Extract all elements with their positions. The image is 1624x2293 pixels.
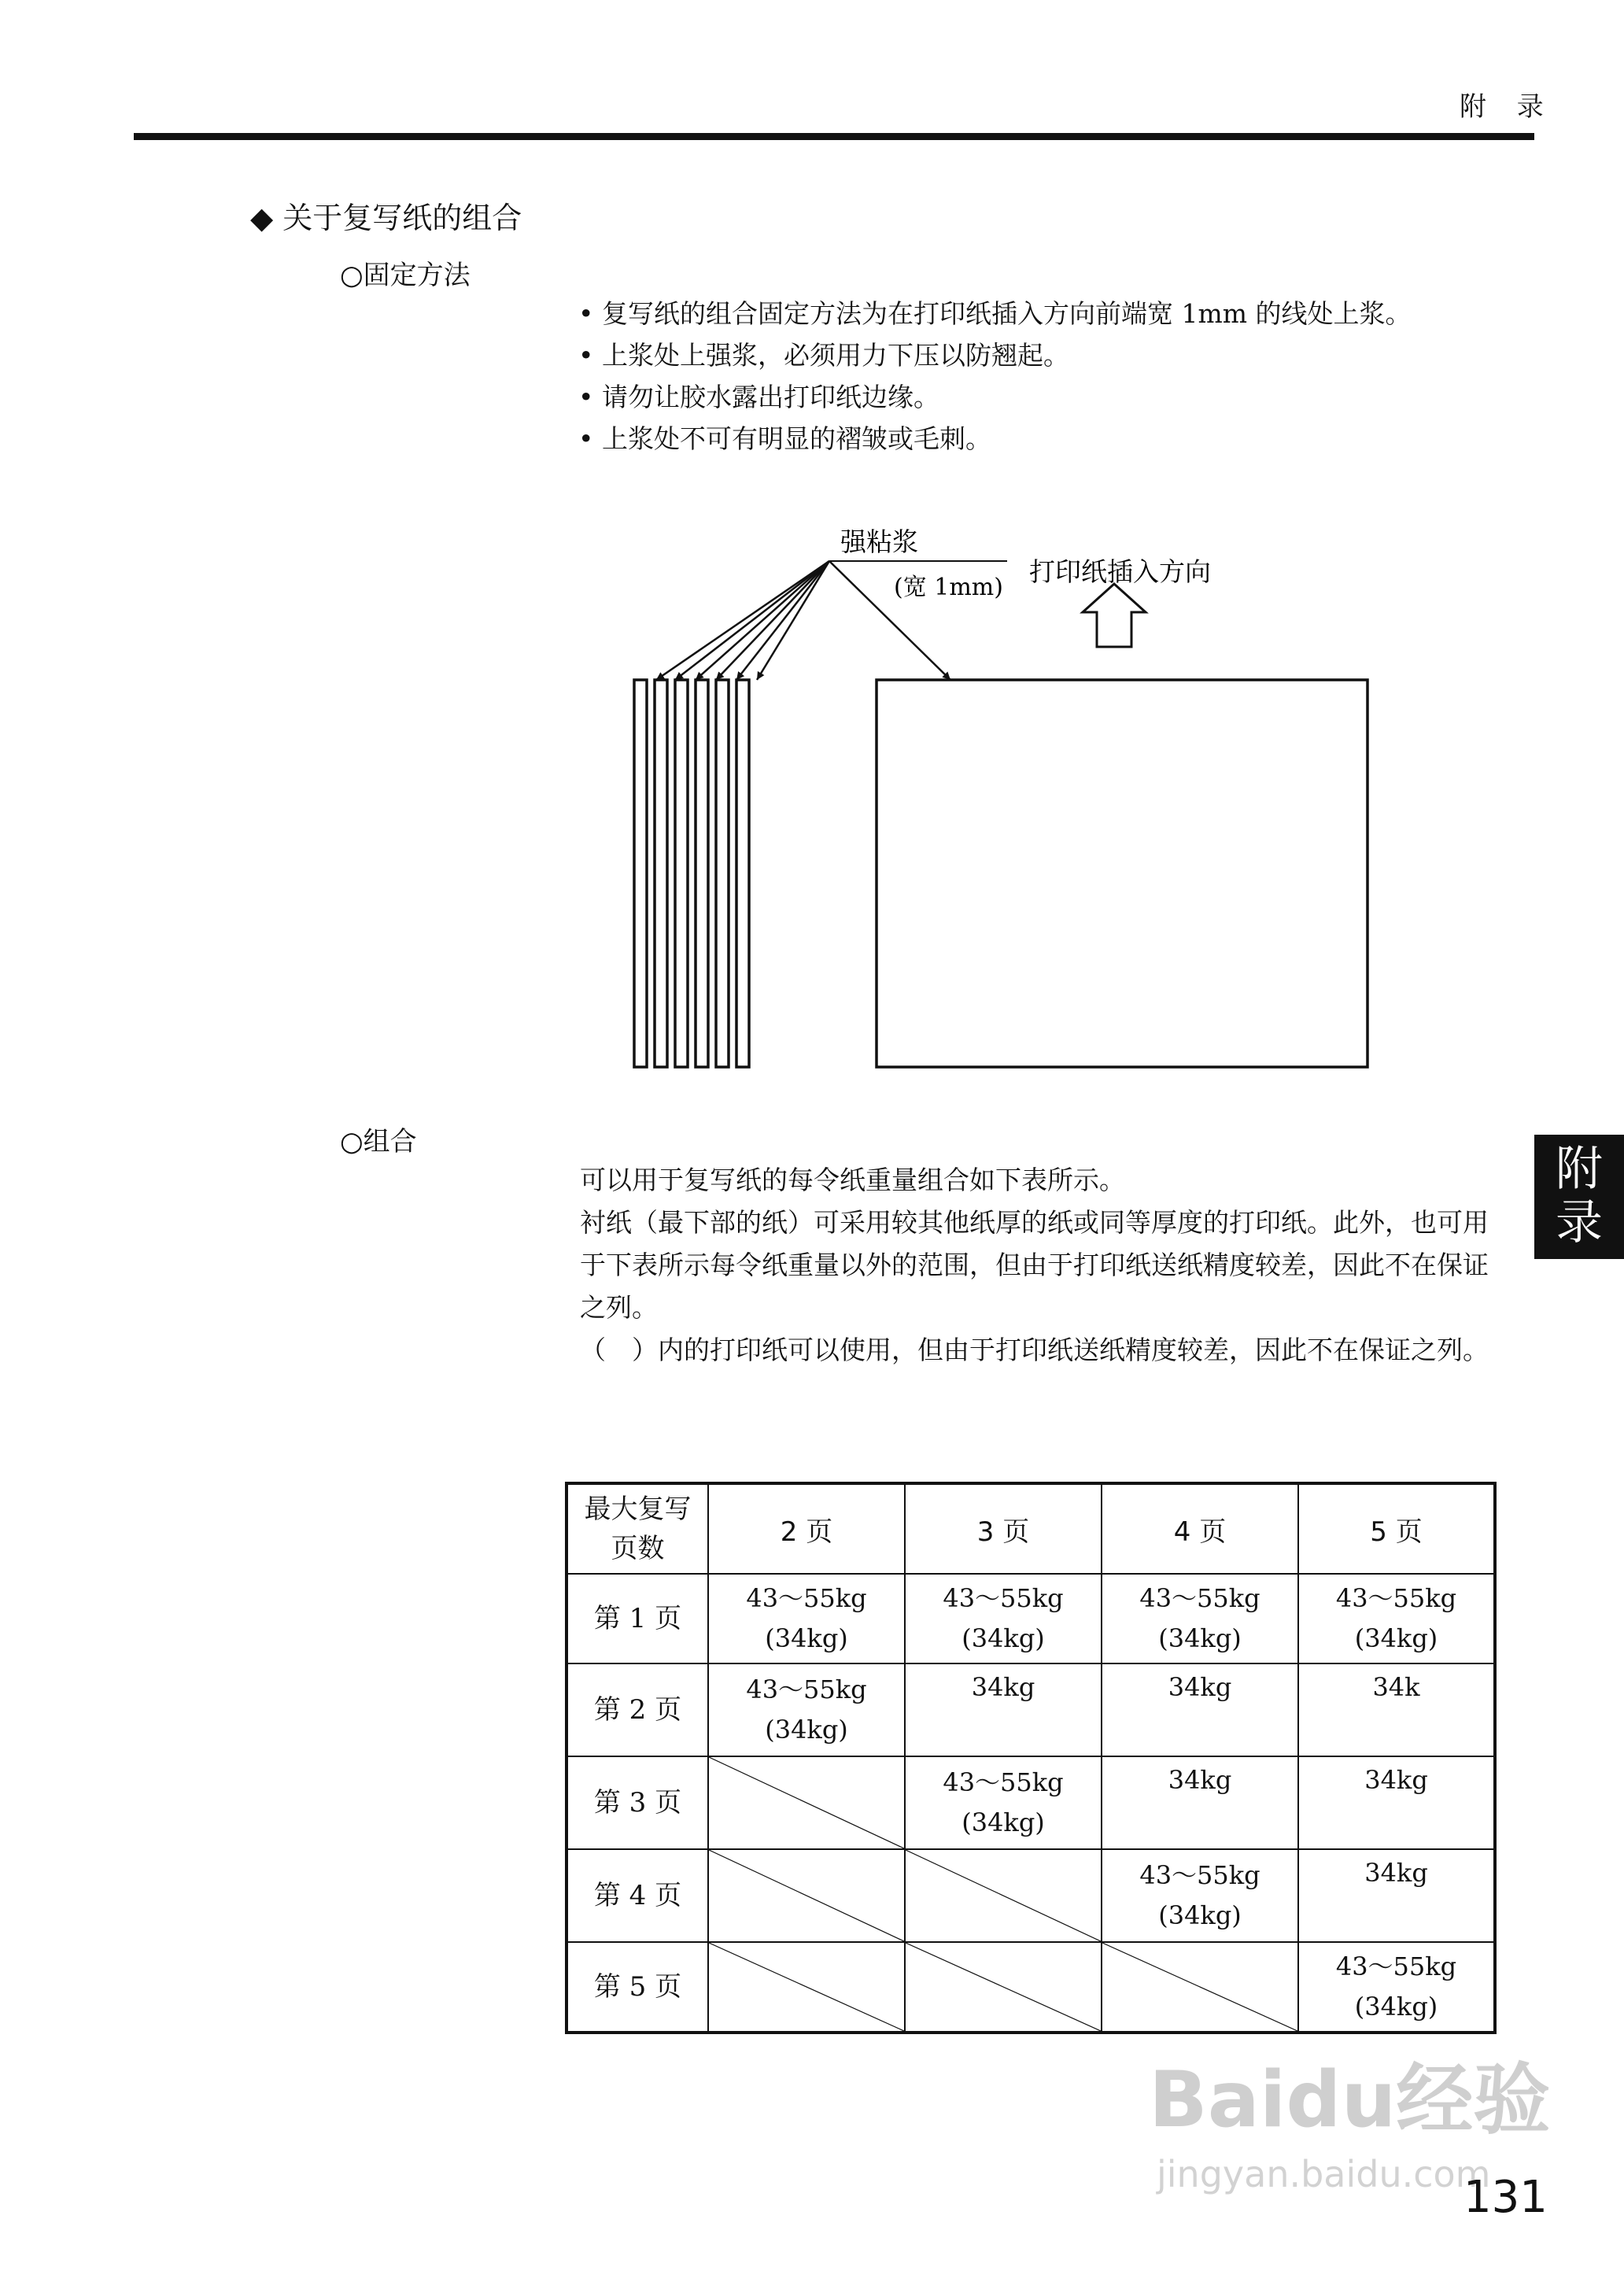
weight-range: 43～55kg — [746, 1675, 867, 1704]
paragraph: 可以用于复写纸的每令纸重量组合如下表所示。 — [580, 1165, 1125, 1195]
column-header: 5 页 — [1298, 1483, 1495, 1574]
weight-cell — [1298, 1574, 1495, 1663]
not-applicable-cell — [708, 1942, 905, 2033]
row-label: 第 3 页 — [567, 1756, 708, 1849]
not-applicable-cell — [708, 1756, 905, 1849]
weight-cell — [1102, 1756, 1298, 1849]
glue-diagram — [614, 519, 1385, 1078]
weight-range: 43～55kg — [1335, 1583, 1457, 1613]
weight-cell — [1298, 1756, 1495, 1849]
page-number: 131 — [1463, 2172, 1548, 2223]
weight-alt: (34kg) — [961, 1807, 1045, 1837]
weight-alt: (34kg) — [765, 1715, 848, 1745]
weight-cell — [1298, 1663, 1495, 1756]
weight-range: 43～55kg — [943, 1767, 1064, 1797]
weight-range: 34kg — [1364, 1765, 1428, 1795]
subheading-combination: ○组合 — [340, 1126, 417, 1158]
table-body — [567, 1574, 1495, 2033]
tab-char: 录 — [1556, 1195, 1603, 1250]
row-label: 第 1 页 — [567, 1574, 708, 1663]
weight-alt: (34kg) — [1158, 1900, 1242, 1930]
sheet-stack — [634, 680, 749, 1067]
not-applicable-cell — [708, 1849, 905, 1942]
up-arrow-icon — [1083, 584, 1146, 647]
weight-range: 34kg — [1168, 1672, 1232, 1702]
weight-alt: (34kg) — [1158, 1623, 1242, 1653]
weight-range: 43～55kg — [746, 1583, 867, 1613]
row-label: 第 4 页 — [567, 1849, 708, 1942]
watermark-url: jingyan.baidu.com — [1157, 2153, 1491, 2195]
table-row — [567, 1849, 1495, 1942]
weight-range: 34k — [1372, 1672, 1420, 1702]
weight-range: 34kg — [1168, 1765, 1232, 1795]
column-header: 3 页 — [905, 1483, 1102, 1574]
table-row — [567, 1663, 1495, 1756]
paper-weight-table — [565, 1482, 1497, 2034]
combination-text — [580, 1159, 1493, 1372]
bullet-item: • 复写纸的组合固定方法为在打印纸插入方向前端宽 1mm 的线处上浆。 — [578, 293, 1412, 334]
not-applicable-cell — [905, 1942, 1102, 2033]
row-label: 第 2 页 — [567, 1663, 708, 1756]
corner-header — [567, 1483, 708, 1574]
weight-range: 34kg — [971, 1672, 1035, 1702]
weight-cell — [905, 1574, 1102, 1663]
weight-cell — [1102, 1849, 1298, 1942]
weight-alt: (34kg) — [961, 1623, 1045, 1653]
running-header: 附 录 — [1460, 91, 1555, 123]
insert-direction-label: 打印纸插入方向 — [1029, 556, 1211, 587]
weight-range: 43～55kg — [1139, 1583, 1260, 1613]
tab-char: 附 — [1556, 1142, 1603, 1197]
table-row — [567, 1574, 1495, 1663]
paper-sheet — [877, 680, 1367, 1067]
weight-cell — [905, 1756, 1102, 1849]
table-row — [567, 1942, 1495, 2033]
weight-cell — [905, 1663, 1102, 1756]
weight-alt: (34kg) — [1354, 1623, 1438, 1653]
weight-alt: (34kg) — [765, 1623, 848, 1653]
weight-cell — [1102, 1574, 1298, 1663]
table-header-row — [567, 1483, 1495, 1574]
paragraph: （ ）内的打印纸可以使用，但由于打印纸送纸精度较差，因此不在保证之列。 — [580, 1335, 1489, 1365]
appendix-tab — [1534, 1135, 1624, 1259]
paragraph: 衬纸（最下部的纸）可采用较其他纸厚的纸或同等厚度的打印纸。此外，也可用于下表所示每令纸重量以外的范围，但由于打印纸送纸精度较差，因此不在保证之列。 — [580, 1207, 1489, 1323]
subheading-fixing: ○固定方法 — [340, 260, 471, 291]
weight-cell — [708, 1574, 905, 1663]
watermark-logo: Baidu经验 — [1149, 2055, 1551, 2145]
bullet-item: • 请勿让胶水露出打印纸边缘。 — [578, 376, 1412, 418]
weight-range: 43～55kg — [1139, 1860, 1260, 1890]
bullet-item: • 上浆处上强浆，必须用力下压以防翘起。 — [578, 334, 1412, 376]
weight-range: 43～55kg — [943, 1583, 1064, 1613]
weight-cell — [1298, 1942, 1495, 2033]
weight-range: 34kg — [1364, 1858, 1428, 1888]
weight-cell — [708, 1663, 905, 1756]
row-label: 第 5 页 — [567, 1942, 708, 2033]
corner-line: 最大复写 — [584, 1494, 692, 1525]
glue-width-label: (宽 1mm) — [894, 574, 1003, 601]
not-applicable-cell — [905, 1849, 1102, 1942]
header-rule — [134, 133, 1534, 140]
weight-cell — [1298, 1849, 1495, 1942]
weight-cell — [1102, 1663, 1298, 1756]
section-heading: ◆ 关于复写纸的组合 — [250, 201, 522, 235]
column-header: 4 页 — [1102, 1483, 1298, 1574]
weight-range: 43～55kg — [1335, 1951, 1457, 1981]
column-header: 2 页 — [708, 1483, 905, 1574]
glue-label: 强粘浆 — [840, 526, 918, 557]
not-applicable-cell — [1102, 1942, 1298, 2033]
bullet-item: • 上浆处不可有明显的褶皱或毛刺。 — [578, 418, 1412, 460]
corner-line: 页数 — [611, 1533, 665, 1564]
table-row — [567, 1756, 1495, 1849]
weight-alt: (34kg) — [1354, 1992, 1438, 2022]
fixing-bullets — [578, 293, 1412, 460]
